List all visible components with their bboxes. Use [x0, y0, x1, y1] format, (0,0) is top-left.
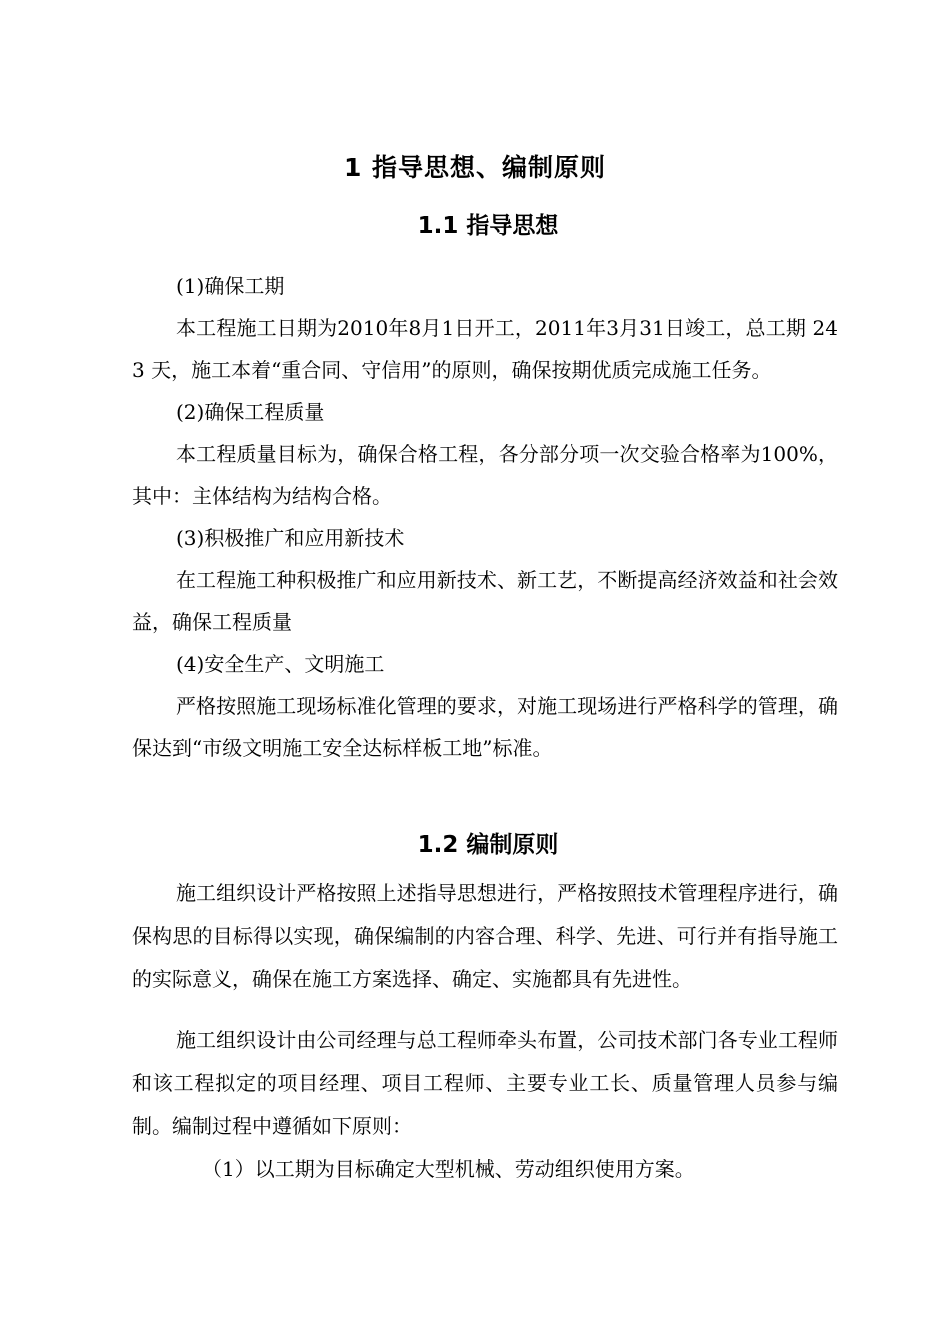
section-title-guiding-ideology: 1.1 指导思想 — [417, 213, 559, 239]
guiding-ideology-content — [132, 265, 838, 769]
item-body: 本工程质量目标为，确保合格工程，各分部分项一次交验合格率为100%，其中：主体结构为结构合格。 — [132, 442, 838, 508]
item-heading: (3)积极推广和应用新技术 — [176, 526, 405, 550]
principles-paragraph: 施工组织设计由公司经理与总工程师牵头布置，公司技术部门各专业工程师和该工程拟定的项目经理、项目工程师、主要专业工长、质量管理人员参与编制。编制过程中遵循如下原则： — [132, 1028, 838, 1138]
section-title-compilation-principles: 1.2 编制原则 — [417, 832, 559, 858]
item-body: 在工程施工种积极推广和应用新技术、新工艺，不断提高经济效益和社会效益，确保工程质量 — [132, 568, 838, 634]
item-heading: (1)确保工期 — [176, 274, 285, 298]
item-body: 严格按照施工现场标准化管理的要求，对施工现场进行严格科学的管理，确保达到“市级文明施工安全达标样板工地”标准。 — [132, 694, 838, 760]
principles-paragraph: 施工组织设计严格按照上述指导思想进行，严格按照技术管理程序进行，确保构思的目标得以实现，确保编制的内容合理、科学、先进、可行并有指导施工的实际意义，确保在施工方案选择、确定、实施都具有先进性。 — [132, 881, 838, 991]
chapter-title: 1 指导思想、编制原则 — [343, 153, 607, 182]
principle-item: （1）以工期为目标确定大型机械、劳动组织使用方案。 — [202, 1157, 695, 1181]
compilation-principles-content — [132, 872, 838, 1191]
item-heading: (4)安全生产、文明施工 — [176, 652, 385, 676]
item-heading: (2)确保工程质量 — [176, 400, 325, 424]
item-body: 本工程施工日期为2010年8月1日开工，2011年3月31日竣工，总工期 243 天，施工本着“重合同、守信用”的原则，确保按期优质完成施工任务。 — [132, 316, 838, 382]
